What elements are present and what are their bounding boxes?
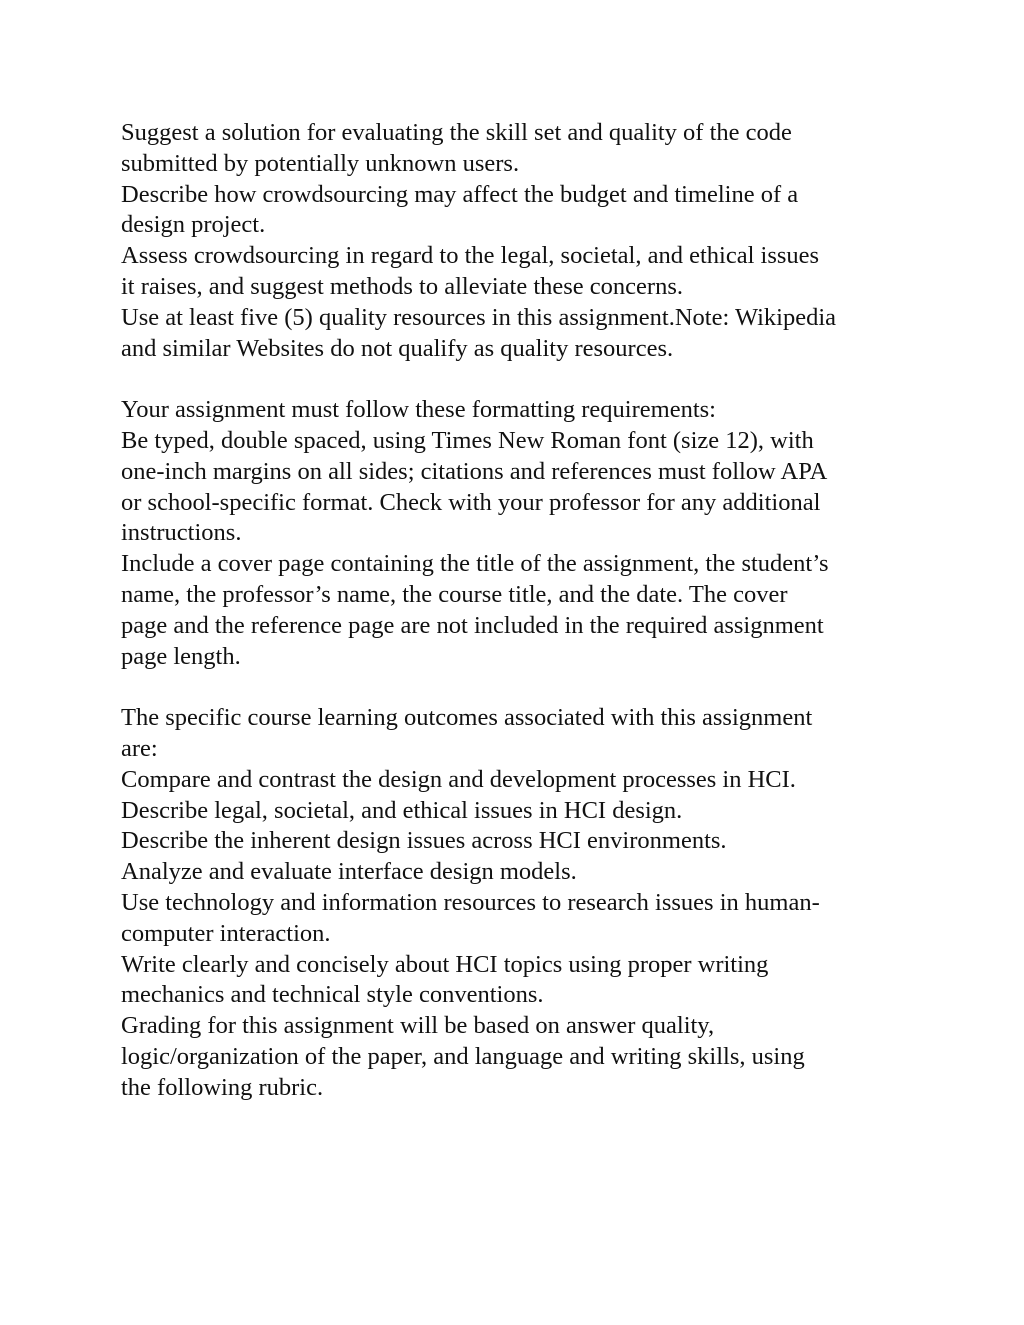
text-line: logic/organization of the paper, and language and writing skills, using	[121, 1042, 805, 1070]
text-line: Use at least five (5) quality resources in this assignment.Note: Wikipedia	[121, 303, 837, 331]
text-line: Grading for this assignment will be based on answer quality,	[121, 1012, 715, 1040]
text-line: Include a cover page containing the title of the assignment, the student’s	[121, 550, 829, 578]
text-line: Use technology and information resources to research issues in human-	[121, 888, 820, 916]
text-line: Your assignment must follow these formatting requirements:	[121, 396, 716, 424]
paragraph-gap	[121, 364, 911, 395]
text-line: are:	[121, 734, 158, 762]
text-line: it raises, and suggest methods to alleviate these concerns.	[121, 272, 683, 300]
text-line: Describe how crowdsourcing may affect the budget and timeline of a	[121, 180, 799, 208]
text-line: the following rubric.	[121, 1073, 324, 1101]
text-line: or school-specific format. Check with your professor for any additional	[121, 488, 821, 516]
text-line: mechanics and technical style conventions.	[121, 981, 544, 1009]
text-line: submitted by potentially unknown users.	[121, 149, 520, 177]
text-line: page length.	[121, 642, 241, 670]
document-body	[121, 118, 911, 1104]
text-line: and similar Websites do not qualify as quality resources.	[121, 334, 674, 362]
text-line: Analyze and evaluate interface design models.	[121, 858, 577, 886]
text-line: The specific course learning outcomes associated with this assignment	[121, 704, 813, 732]
text-line: Describe legal, societal, and ethical issues in HCI design.	[121, 796, 683, 824]
paragraph-gap	[121, 672, 911, 703]
text-line: name, the professor’s name, the course title, and the date. The cover	[121, 580, 788, 608]
text-line: page and the reference page are not included in the required assignment	[121, 611, 824, 639]
text-line: Compare and contrast the design and development processes in HCI.	[121, 765, 796, 793]
paragraph-learning-outcomes	[121, 703, 911, 1103]
paragraph-formatting-requirements	[121, 395, 911, 672]
paragraph-assignment-tasks	[121, 118, 911, 364]
text-line: Write clearly and concisely about HCI topics using proper writing	[121, 950, 769, 978]
text-line: Suggest a solution for evaluating the skill set and quality of the code	[121, 119, 792, 146]
text-line: Be typed, double spaced, using Times New Roman font (size 12), with	[121, 426, 814, 454]
text-line: computer interaction.	[121, 919, 331, 947]
text-line: design project.	[121, 211, 266, 239]
text-line: one-inch margins on all sides; citations and references must follow APA	[121, 457, 828, 485]
text-line: instructions.	[121, 519, 242, 547]
text-line: Assess crowdsourcing in regard to the legal, societal, and ethical issues	[121, 242, 820, 270]
text-line: Describe the inherent design issues across HCI environments.	[121, 827, 727, 855]
